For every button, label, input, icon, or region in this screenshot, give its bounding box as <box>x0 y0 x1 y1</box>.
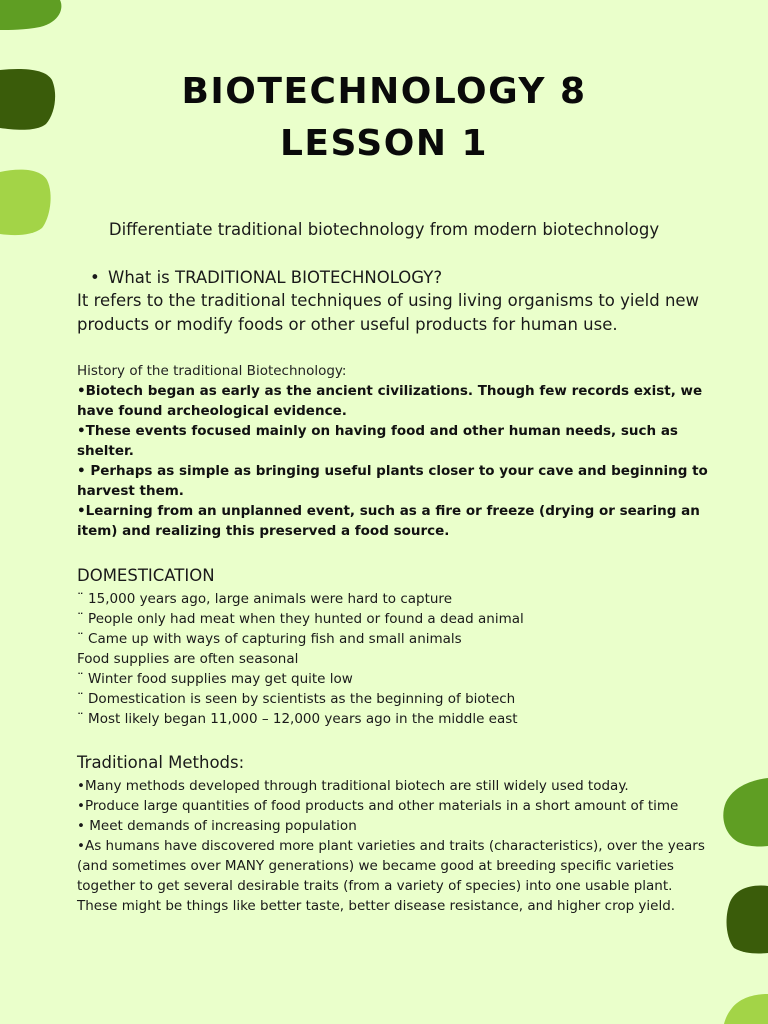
subtitle: Differentiate traditional biotechnology from modern biotechnology <box>108 220 660 239</box>
bullet-dot: • <box>90 268 100 287</box>
domestication-line: Food supplies are often seasonal <box>77 651 299 667</box>
methods-line: •Many methods developed through traditional biotech are still widely used today. <box>77 778 629 794</box>
question-text: What is TRADITIONAL BIOTECHNOLOGY? <box>108 268 443 287</box>
methods-line: • Meet demands of increasing population <box>77 818 357 834</box>
definition-paragraph: It refers to the traditional techniques of using living organisms to yield new products or modify foods or other useful products for human use. <box>77 291 700 334</box>
leaf-decoration-right-3 <box>724 994 768 1024</box>
domestication-list <box>77 589 717 729</box>
domestication-line: ¨ Came up with ways of capturing fish and small animals <box>77 631 462 647</box>
domestication-heading: DOMESTICATION <box>77 566 215 585</box>
history-point: •Learning from an unplanned event, such as a fire or freeze (drying or searing an item) and realizing this preserved a food source. <box>77 503 700 539</box>
methods-list <box>77 776 717 916</box>
history-point: •These events focused mainly on having food and other human needs, such as shelter. <box>77 423 678 459</box>
domestication-line: ¨ Winter food supplies may get quite low <box>77 671 353 687</box>
history-point: • Perhaps as simple as bringing useful plants closer to your cave and beginning to harvest them. <box>77 463 708 499</box>
history-heading: History of the traditional Biotechnology: <box>77 363 347 379</box>
question-bullet-item <box>90 266 442 290</box>
title-line-2: LESSON 1 <box>279 123 489 164</box>
domestication-line: ¨ 15,000 years ago, large animals were hard to capture <box>77 591 452 607</box>
history-point: •Biotech began as early as the ancient civilizations. Though few records exist, we have found archeological evidence. <box>77 383 703 419</box>
domestication-line: ¨ Most likely began 11,000 – 12,000 years ago in the middle east <box>77 711 518 727</box>
leaf-decoration-right-1 <box>722 776 768 848</box>
page-title <box>0 66 768 170</box>
leaf-decoration-top-left-1 <box>0 0 70 32</box>
domestication-line: ¨ People only had meat when they hunted or found a dead animal <box>77 611 524 627</box>
title-line-1: BIOTECHNOLOGY 8 <box>181 71 587 112</box>
domestication-line: ¨ Domestication is seen by scientists as the beginning of biotech <box>77 691 516 707</box>
leaf-decoration-right-2 <box>724 884 768 954</box>
history-section <box>77 361 717 541</box>
methods-line: •As humans have discovered more plant varieties and traits (characteristics), over the years (and sometimes over MANY generations) we became good at breeding specific varieties together to get several desirable traits (from a variety of species) into one usable plant. These might be things like better taste, better disease resistance, and higher crop yield. <box>77 838 705 914</box>
methods-line: •Produce large quantities of food products and other materials in a short amount of time <box>77 798 679 814</box>
methods-heading: Traditional Methods: <box>77 753 245 772</box>
